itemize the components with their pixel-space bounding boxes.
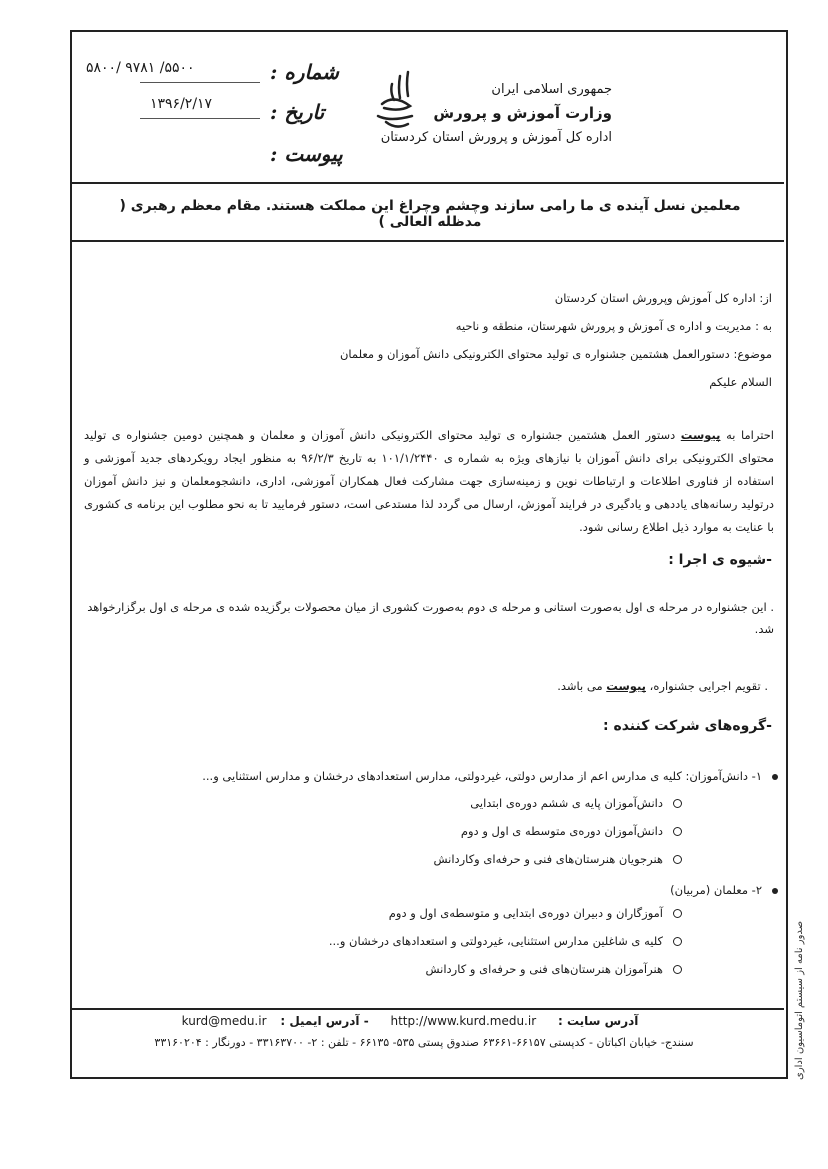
org-line-ministry: وزارت آموزش و پرورش [433,104,612,122]
side-note [790,880,810,1080]
group-students [202,766,778,786]
letter-from: از: اداره کل آموزش وپرورش استان کردستان [554,291,772,305]
group-teachers [670,880,778,900]
email-label: - آدرس ایمیل : [280,1014,369,1028]
org-line-directorate: اداره کل آموزش و پرورش استان کردستان [380,130,612,145]
list-item [426,962,683,976]
footer-divider [70,1008,784,1011]
method-paragraph-1: . این جشنواره در مرحله ی اول به‌صورت استانی و مرحله ی دوم به‌صورت کشوری از میان محصولات برگزیده شده ی مرحله ی اول برگزارخواهد شد. [87,600,774,636]
website-link[interactable]: http://www.kurd.medu.ir [390,1014,537,1028]
list-item [329,934,682,948]
hollow-bullet-icon [673,827,682,836]
list-item-text: هنرآموزان هنرستان‌های فنی و حرفه‌ای و کاردانش [425,962,663,976]
list-item-text: کلیه ی شاغلین مدارس استثنایی، غیردولتی و استعدادهای درخشان و... [328,934,663,948]
letter-to: به : مدیریت و اداره ی آموزش و پرورش شهرستان، منطقه و ناحیه [455,319,772,333]
date-value: ۱۳۹۶/۲/۱۷ [150,96,213,112]
footer-contact-line [110,1014,710,1028]
letter-paragraph [84,424,774,539]
list-item [433,852,682,866]
org-line-country: جمهوری اسلامی ایران [491,82,612,97]
method-section-title: -شیوه ی اجرا : [668,552,772,568]
list-item [461,824,682,838]
list-item [470,796,682,810]
filled-bullet-icon [772,888,778,894]
hollow-bullet-icon [673,965,682,974]
number-underline [140,82,260,83]
side-note-text: صدور نامه از سیستم اتوماسیون اداری [794,920,805,1080]
method-p2-attachment-word: پیوست [606,679,646,693]
para-rest: دستور العمل هشتمین جشنواره ی تولید محتوای الکترونیکی دانش آموزان و معلمان و همچنین دومین جشنواره ی تولید محتوای الکترونیکی برای دانش آموزان با نیازهای ویژه به شماره ی ۱۰۱/۱/۲۴۴۰ به تاریخ ۹۶/۲/۳ به منظور ایجاد رویکردهای جدید آموزشی و استفاده از فناوری اطلاعات و ارتباطات نوین و زمینه‌سازی جهت مشارکت فعال همکاران آموزشی، اداری، دانشجومعلمان و نیز دانش آموزان درتولید رسانه‌های یاددهی و یادگیری در فرایند آموزش، ارسال می گردد لذا مستدعی است، دستور فرمایید تا به نحو مطلوب این برنامه ی کشوری با عنایت به موارد ذیل اطلاع رسانی شود. [84,428,774,534]
attachment-label: پیوست : [270,142,343,166]
basmala-calligraphy-icon [370,64,420,134]
method-p2-prefix: . تقویم اجرایی جشنواره، [649,679,768,693]
hollow-bullet-icon [673,909,682,918]
list-item-text: آموزگاران و دبیران دوره‌ی ابتدایی و متوسطه‌ی اول و دوم [388,906,663,920]
list-item-text: دانش‌آموزان پایه ی ششم دوره‌ی ابتدایی [470,796,663,810]
method-paragraph-2 [557,676,768,696]
footer-address: سنندج- خیابان اکباتان - کدپستی ۶۶۱۵۷-۶۳۶۶۱ صندوق پستی ۵۳۵- ۶۶۱۳۵ - تلفن : ۲- ۳۳۱۶۳۷۰۰ - دورنگار : ۳۳۱۶۰۲۰۴ [154,1036,694,1049]
method-p2-suffix: می باشد. [557,679,603,693]
number-value: ۵۸۰۰/ ۹۷۸۱ /۵۵۰۰ [86,60,195,76]
list-item-text: دانش‌آموزان دوره‌ی متوسطه ی اول و دوم [460,824,663,838]
hollow-bullet-icon [673,855,682,864]
letter-subject: موضوع: دستورالعمل هشتمین جشنواره ی تولید محتوای الکترونیکی دانش آموزان و معلمان [339,347,772,361]
groups-section-title: -گروه‌های شرکت کننده : [602,718,772,734]
list-item [389,906,682,920]
leader-quote-slogan: معلمین نسل آینده ی ما رامی سازند وچشم وچراغ این مملکت هستند. مقام معظم رهبری ( مدظله العالی ) [119,198,741,230]
para-prefix: احتراما به [726,428,774,442]
group-teachers-text: ۲- معلمان (مربیان) [670,883,762,897]
filled-bullet-icon [772,774,778,780]
website-label: آدرس سایت : [557,1014,639,1028]
hollow-bullet-icon [673,937,682,946]
para-attachment-word: پیوست [680,428,721,442]
email-link[interactable]: kurd@medu.ir [181,1014,267,1028]
date-underline [140,118,260,119]
date-label: تاریخ : [270,100,325,124]
hollow-bullet-icon [673,799,682,808]
number-label: شماره : [270,60,339,84]
group-students-text: ۱- دانش‌آموزان: کلیه ی مدارس اعم از مدارس دولتی، غیردولتی، مدارس استعدادهای درخشان و مدارس استثنایی و... [202,769,762,783]
letter-greeting: السلام علیکم [709,375,772,389]
list-item-text: هنرجویان هنرستان‌های فنی و حرفه‌ای وکاردانش [433,852,663,866]
